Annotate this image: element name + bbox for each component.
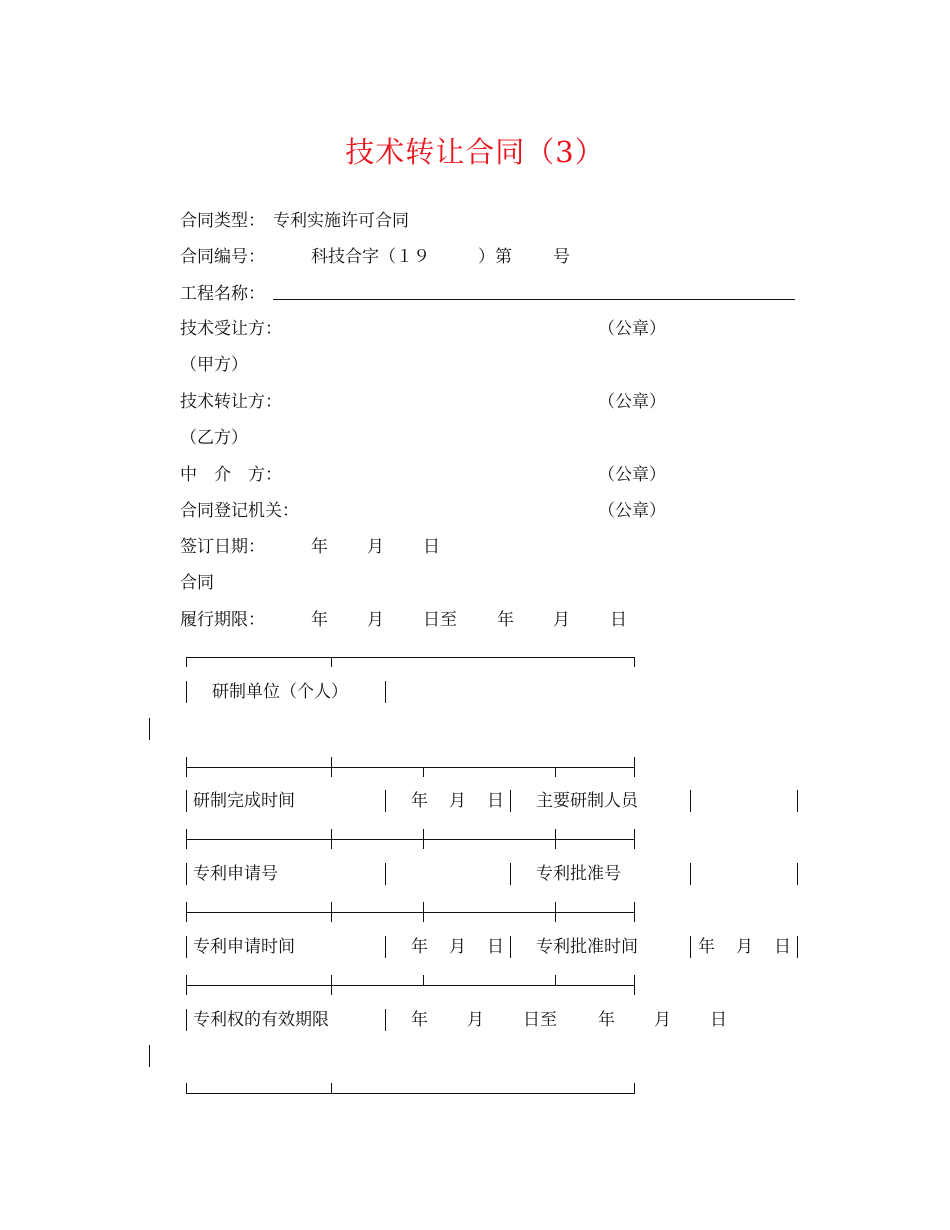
contract-no-mid: ）第 <box>478 247 512 267</box>
table-rule <box>186 985 635 986</box>
project-name-blank <box>273 299 795 300</box>
term-end-year: 年 <box>497 610 514 630</box>
validity-end-day: 日 <box>710 1010 727 1030</box>
term-end-day: 日 <box>610 610 627 630</box>
intermediary-seal: （公章） <box>598 465 666 485</box>
term-label: 履行期限： <box>180 610 265 630</box>
contract-no-label: 合同编号： <box>180 247 265 267</box>
patent-app-time-label: 专利申请时间 <box>193 937 295 957</box>
table-rule <box>186 767 635 768</box>
sign-date-month: 月 <box>367 537 384 557</box>
intermediary-label: 中 介 方： <box>180 465 282 485</box>
patent-approval-time-label: 专利批准时间 <box>536 937 638 957</box>
validity-end-year: 年 <box>598 1010 615 1030</box>
finish-time-year: 年 <box>411 791 428 811</box>
assignee-label: 技术受让方： <box>180 319 282 339</box>
patent-validity-label: 专利权的有效期限 <box>193 1010 329 1030</box>
validity-start-day-to: 日至 <box>523 1010 557 1030</box>
registry-label: 合同登记机关： <box>180 501 299 521</box>
assignor-party: （乙方） <box>180 428 248 448</box>
contract-no-prefix: 科技合字（１９ <box>311 247 430 267</box>
dev-unit-label: 研制单位（个人） <box>212 682 348 702</box>
validity-start-month: 月 <box>467 1010 484 1030</box>
finish-time-label: 研制完成时间 <box>193 791 295 811</box>
patent-app-no-label: 专利申请号 <box>193 864 278 884</box>
assignor-label: 技术转让方： <box>180 392 282 412</box>
assignee-seal: （公章） <box>598 319 666 339</box>
project-name-label: 工程名称： <box>180 284 265 304</box>
contract-type-value: 专利实施许可合同 <box>273 211 409 231</box>
patent-approval-time-year: 年 <box>698 937 715 957</box>
contract-word: 合同 <box>180 573 214 593</box>
finish-time-day: 日 <box>487 791 504 811</box>
term-start-year: 年 <box>311 610 328 630</box>
table-rule-top <box>186 657 635 658</box>
registry-seal: （公章） <box>598 501 666 521</box>
assignor-seal: （公章） <box>598 392 666 412</box>
sign-date-day: 日 <box>423 537 440 557</box>
patent-app-time-day: 日 <box>487 937 504 957</box>
sign-date-year: 年 <box>311 537 328 557</box>
sign-date-label: 签订日期： <box>180 537 265 557</box>
validity-start-year: 年 <box>411 1010 428 1030</box>
assignee-party: （甲方） <box>180 355 248 375</box>
finish-time-month: 月 <box>449 791 466 811</box>
main-staff-label: 主要研制人员 <box>536 791 638 811</box>
term-start-day-to: 日至 <box>423 610 457 630</box>
validity-end-month: 月 <box>654 1010 671 1030</box>
table-rule <box>186 912 635 913</box>
term-start-month: 月 <box>367 610 384 630</box>
patent-app-time-month: 月 <box>449 937 466 957</box>
patent-approval-no-label: 专利批准号 <box>536 864 621 884</box>
term-end-month: 月 <box>553 610 570 630</box>
patent-approval-time-month: 月 <box>736 937 753 957</box>
table-rule <box>186 839 635 840</box>
patent-app-time-year: 年 <box>411 937 428 957</box>
patent-approval-time-day: 日 <box>774 937 791 957</box>
contract-type-label: 合同类型： <box>180 211 265 231</box>
table-rule-bottom <box>186 1093 635 1094</box>
contract-no-suffix: 号 <box>553 247 570 267</box>
document-title: 技术转让合同（3） <box>345 135 605 169</box>
